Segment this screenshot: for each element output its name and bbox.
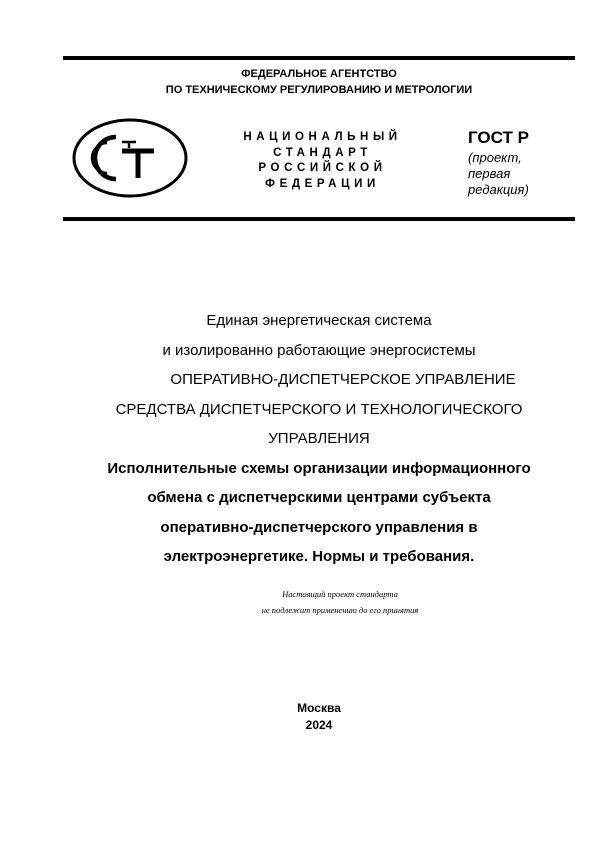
standard-type-line-1: НАЦИОНАЛЬНЫЙ [243, 131, 402, 143]
title-line-8: оперативно-диспетчерского управления в [160, 518, 478, 536]
agency-header [63, 66, 575, 98]
standard-type [215, 130, 430, 192]
draft-note-line-3: редакция) [468, 182, 529, 197]
rst-mark-icon [72, 118, 188, 198]
standard-type-line-4: ФЕДЕРАЦИИ [265, 177, 380, 190]
title-line-1: Единая энергетическая система [206, 312, 432, 329]
agency-line-2: ПО ТЕХНИЧЕСКОМУ РЕГУЛИРОВАНИЮ И МЕТРОЛОГИИ [165, 84, 473, 96]
gost-code: ГОСТ Р [468, 128, 529, 147]
bottom-divider [63, 217, 575, 221]
standard-type-line-3: РОССИЙСКОЙ [258, 162, 387, 174]
title-line-5: УПРАВЛЕНИЯ [268, 430, 370, 447]
title-line-3: ОПЕРАТИВНО-ДИСПЕТЧЕРСКОЕ УПРАВЛЕНИЕ [170, 371, 516, 388]
agency-line-1: ФЕДЕРАЛЬНОЕ АГЕНТСТВО [241, 68, 397, 80]
year: 2024 [305, 718, 333, 732]
title-line-9: электроэнергетике. Нормы и требования. [163, 548, 475, 565]
title-line-6: Исполнительные схемы организации информационного [107, 459, 531, 477]
top-divider [63, 56, 575, 60]
draft-note-line-1: (проект, [468, 150, 522, 165]
publication-info [63, 700, 575, 734]
draft-note [468, 150, 529, 198]
notice-line-1: Настоящий проект стандарта [282, 589, 398, 599]
standard-type-line-2: СТАНДАРТ [273, 146, 372, 159]
draft-notice [200, 586, 480, 618]
notice-line-2: не подлежит применению до его принятия [261, 605, 419, 615]
title-line-7: обмена с диспетчерскими центрами субъекта [147, 489, 491, 506]
draft-note-line-2: первая [468, 166, 511, 181]
city: Москва [297, 701, 341, 715]
title-line-4: СРЕДСТВА ДИСПЕТЧЕРСКОГО И ТЕХНОЛОГИЧЕСКОГО [115, 400, 523, 418]
title-line-2: и изолированно работающие энергосистемы [162, 341, 476, 359]
document-title [63, 306, 575, 572]
